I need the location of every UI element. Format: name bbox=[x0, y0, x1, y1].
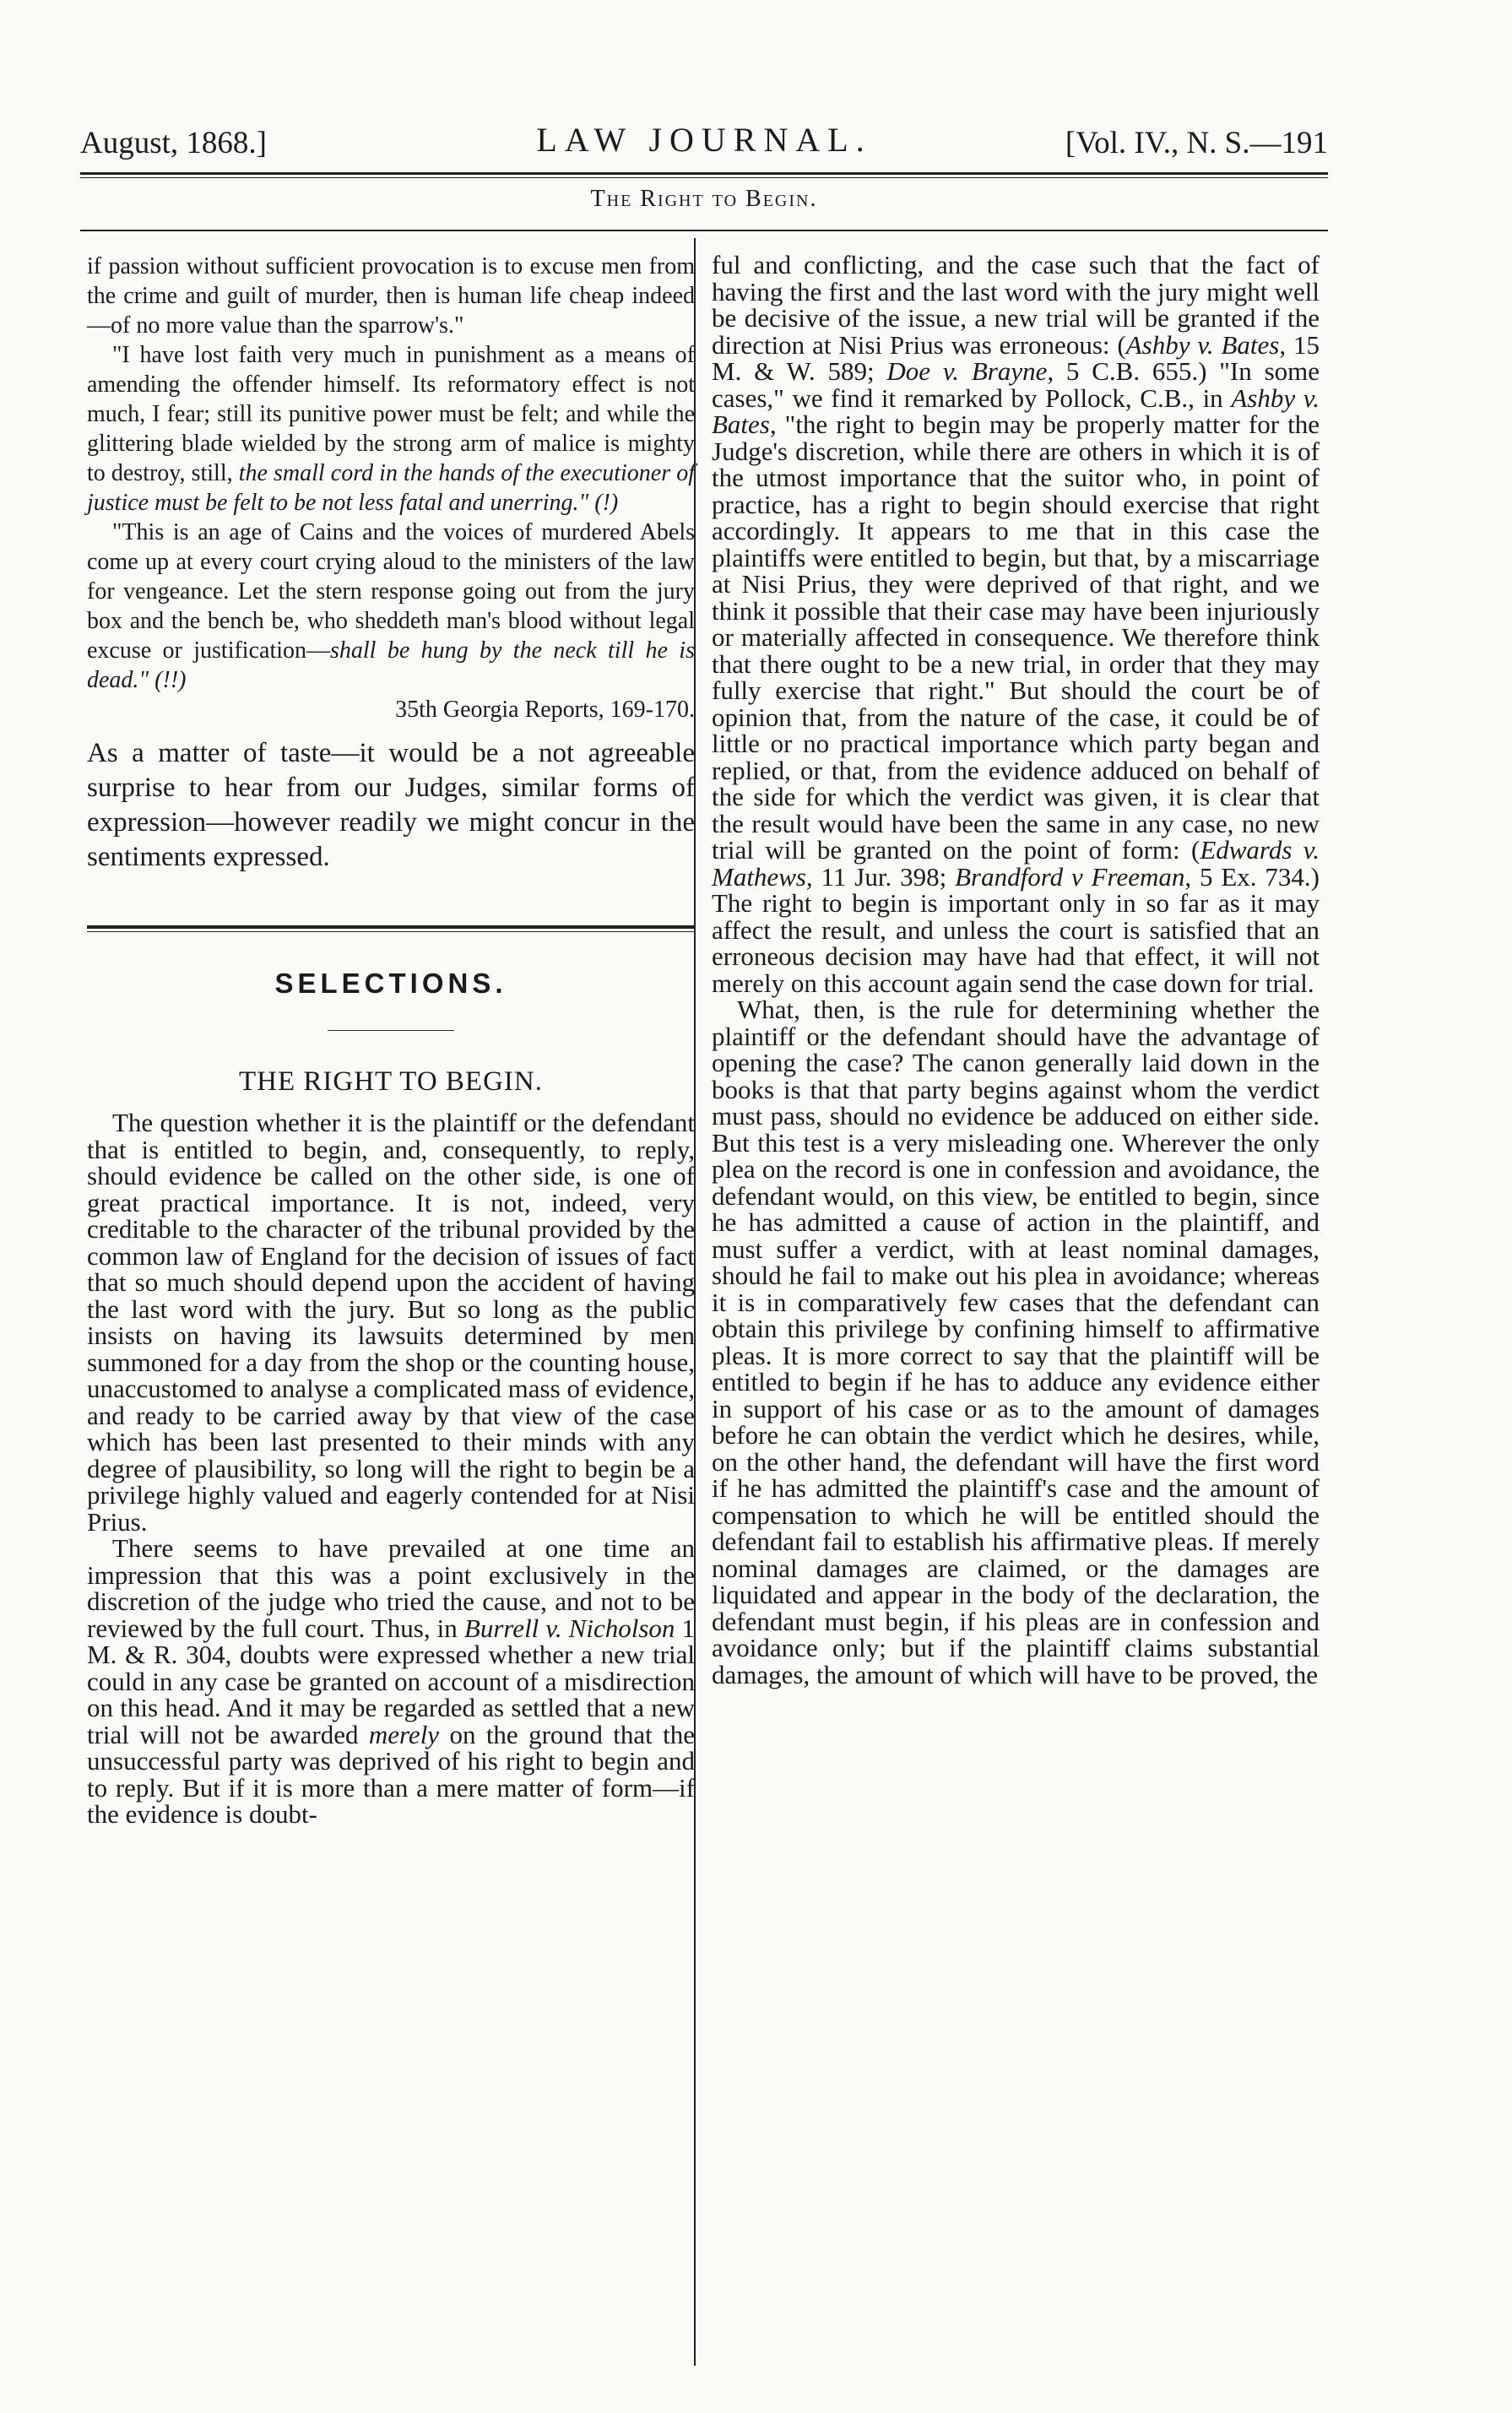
emphasis: merely bbox=[368, 1719, 440, 1749]
volume-page-number: [Vol. IV., N. S.—191 bbox=[1065, 126, 1328, 160]
editorial-comment: As a matter of taste—it would be a not agreeable surprise to hear from our Judges, similar forms of expression—however readily we might concur in the sentiments expressed. bbox=[87, 738, 695, 872]
header-rule bbox=[80, 172, 1328, 178]
section-divider bbox=[87, 925, 695, 932]
left-column bbox=[87, 252, 695, 1828]
article-paragraph: There seems to have prevailed at one time an impression that this was a point exclusively in the discretion of the judge who tried the cause, and not to be reviewed by the full court. Thus, in Burrell v. Nicholson 1 M. & R. 304, doubts were expressed whether a new trial could in any case be granted on account of a misdirection on this head. And it may be regarded as settled that a new trial will not be awarded merely on the ground that the unsuccessful party was deprived of his right to begin and to reply. But if it is more than a mere matter of form—if the evidence is doubt- bbox=[87, 1533, 695, 1829]
quoted-passage bbox=[87, 252, 695, 724]
article-body-right bbox=[712, 252, 1320, 1688]
article-paragraph: The question whether it is the plaintiff or the defendant that is entitled to begin, and, consequently, to reply, should evidence be called on the other side, is one of great practical importance. It is not, indeed, very creditable to the character of the tribunal provided by the common law of England for the decision of issues of fact that so much should depend upon the accident of having the last word with the jury. But so long as the public insists on having its lawsuits determined by men summoned for a day from the shop or the counting house, unaccustomed to analyse a complicated mass of evidence, and ready to be carried away by that view of the case which has been last presented to their minds with any degree of plausibility, so long will the right to begin be a privilege highly valued and eagerly contended for at Nisi Prius. bbox=[87, 1108, 695, 1537]
quote-paragraph: "This is an age of Cains and the voices of murdered Abels come up at every court crying aloud to the ministers of the law for vengeance. Let the stern response going out from the jury box and the bench be, who sheddeth man's blood without legal excuse or justification—shall be hung by the neck till he is dead." (!!) bbox=[87, 519, 695, 693]
article-title: THE RIGHT TO BEGIN. bbox=[239, 1066, 543, 1097]
page-header bbox=[80, 117, 1328, 167]
case-name: Edwards v. Mathews, bbox=[712, 835, 1320, 892]
quote-paragraph: if passion without sufficient provocation is to excuse men from the crime and guilt of murder, then is human life cheap indeed—of no more value than the sparrow's." bbox=[87, 253, 695, 339]
article-body-left bbox=[87, 1109, 695, 1828]
case-name: Burrell v. Nicholson bbox=[463, 1613, 675, 1643]
case-name: Ashby v. Bates, bbox=[712, 382, 1320, 439]
running-title-rule bbox=[80, 230, 1328, 231]
journal-title: LAW JOURNAL. bbox=[536, 121, 872, 159]
running-title: The Right to Begin. bbox=[590, 186, 818, 212]
issue-date: August, 1868.] bbox=[80, 126, 267, 160]
section-heading: SELECTIONS. bbox=[274, 968, 507, 999]
right-column bbox=[712, 252, 1320, 1688]
article-paragraph: What, then, is the rule for determining whether the plaintiff or the defendant should have the advantage of opening the case? The canon generally laid down in the books is that that party begins against whom the verdict must pass, should no evidence be adduced on either side. But this test is a very misleading one. Wherever the only plea on the record is one in confession and avoidance, the defendant would, on this view, be entitled to begin, since he has admitted a cause of action in the plaintiff, and must suffer a verdict, with at least nominal damages, should he fail to make out his plea in avoidance; whereas it is in comparatively few cases that the defendant can obtain this privilege by confining himself to affirmative pleas. It is more correct to say that the plaintiff will be entitled to begin if he has to adduce any evidence either in support of his case or as to the amount of damages before he can obtain the verdict which he desires, while, on the other hand, the defendant will have the first word if he has admitted the plaintiff's case and the amount of compensation to which he will be entitled should the defendant fail to establish his affirmative pleas. If merely nominal damages are claimed, or the damages are liquidated and appear in the body of the declaration, the defendant must begin, if his pleas are in confession and avoidance only; but if the plaintiff claims substantial damages, the amount of which will have to be proved, the bbox=[712, 995, 1320, 1689]
quote-paragraph: "I have lost faith very much in punishment as a means of amending the offender himself. Its reformatory effect is not much, I fear; still its punitive power must be felt; and while the glittering blade wielded by the strong arm of malice is mighty to destroy, still, the small cord in the hands of the executioner of justice must be felt to be not less fatal and unerring." (!) bbox=[87, 342, 695, 516]
case-name: Doe v. Brayne, bbox=[886, 356, 1054, 386]
quote-emphasis: the small cord in the hands of the executioner of justice must be felt to be not less fatal and unerring." (!) bbox=[87, 460, 695, 516]
citation: 35th Georgia Reports, 169-170. bbox=[395, 697, 695, 723]
case-name: Ashby v. Bates, bbox=[1125, 329, 1287, 360]
quote-emphasis: shall be hung by the neck till he is dead." (!!) bbox=[87, 637, 695, 693]
short-rule bbox=[328, 1030, 454, 1031]
case-name: Brandford v Freeman, bbox=[955, 861, 1192, 892]
article-paragraph: ful and conflicting, and the case such that the fact of having the first and the last word with the jury might well be decisive of the issue, a new trial will be granted if the direction at Nisi Prius was erroneous: (Ashby v. Bates, 15 M. & W. 589; Doe v. Brayne, 5 C.B. 655.) "In some cases," we find it remarked by Pollock, C.B., in Ashby v. Bates, "the right to begin may be properly matter for the Judge's discretion, while there are others in which it is of the utmost importance that the suitor who, in point of practice, has a right to begin should exercise that right accordingly. It appears to me that in this case the plaintiffs were entitled to begin, but that, by a miscarriage at Nisi Prius, they were deprived of that right, and we think it possible that their case may have been injuriously or materially affected in consequence. We therefore think that there ought to be a new trial, in order that they may fully exercise that right." But should the court be of opinion that, from the nature of the case, it could be of little or no practical importance which party began and replied, or that, from the evidence adduced on behalf of the side for which the verdict was given, it is clear that the result would have been the same in any case, no new trial will be granted on the point of form: (Edwards v. Mathews, 11 Jur. 398; Brandford v Freeman, 5 Ex. 734.) The right to begin is important only in so far as it may affect the result, and unless the court is satisfied that an erroneous decision may have had that effect, it will not merely on this account again send the case down for trial. bbox=[712, 250, 1320, 998]
